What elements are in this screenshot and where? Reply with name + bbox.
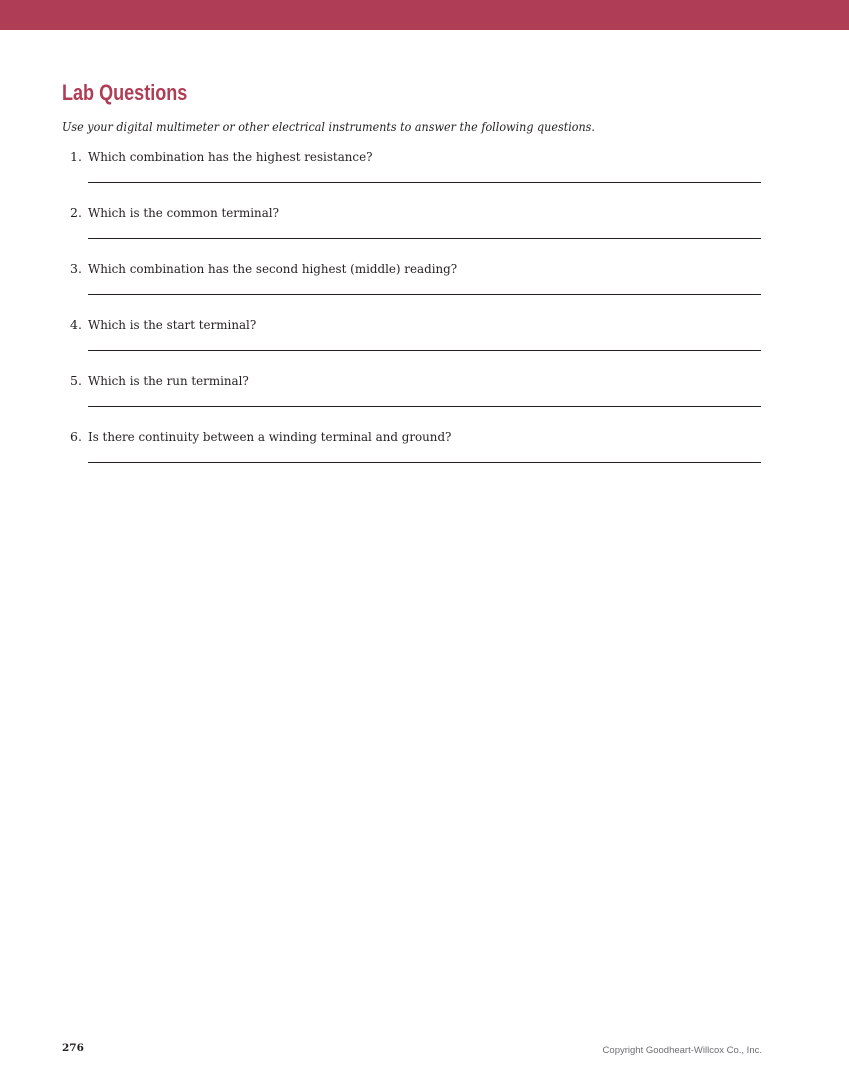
- question-item: [0, 149, 849, 189]
- page-number: 276: [62, 1042, 84, 1054]
- instructions: Use your digital multimeter or other electrical instruments to answer the following questions.: [62, 120, 595, 134]
- question-number: 1.: [70, 149, 82, 164]
- question-text: Is there continuity between a winding terminal and ground?: [88, 429, 452, 444]
- question-number: 2.: [70, 205, 82, 220]
- answer-line[interactable]: [88, 238, 761, 239]
- answer-line[interactable]: [88, 294, 761, 295]
- question-number: 6.: [70, 429, 82, 444]
- copyright-notice: Copyright Goodheart-Willcox Co., Inc.: [602, 1045, 762, 1056]
- question-text: Which combination has the second highest (middle) reading?: [88, 261, 458, 276]
- question-text: Which is the run terminal?: [88, 373, 249, 388]
- question-text: Which is the common terminal?: [88, 205, 279, 220]
- answer-line[interactable]: [88, 182, 761, 183]
- question-number: 5.: [70, 373, 82, 388]
- question-item: [0, 261, 849, 301]
- question-item: [0, 429, 849, 469]
- question-number: 3.: [70, 261, 82, 276]
- question-number: 4.: [70, 317, 82, 332]
- answer-line[interactable]: [88, 406, 761, 407]
- question-text: Which is the start terminal?: [88, 317, 257, 332]
- question-item: [0, 317, 849, 357]
- question-item: [0, 205, 849, 245]
- section-title: Lab Questions: [62, 80, 188, 105]
- answer-line[interactable]: [88, 462, 761, 463]
- question-text: Which combination has the highest resistance?: [88, 149, 373, 164]
- header-bar: [0, 0, 849, 30]
- answer-line[interactable]: [88, 350, 761, 351]
- question-item: [0, 373, 849, 413]
